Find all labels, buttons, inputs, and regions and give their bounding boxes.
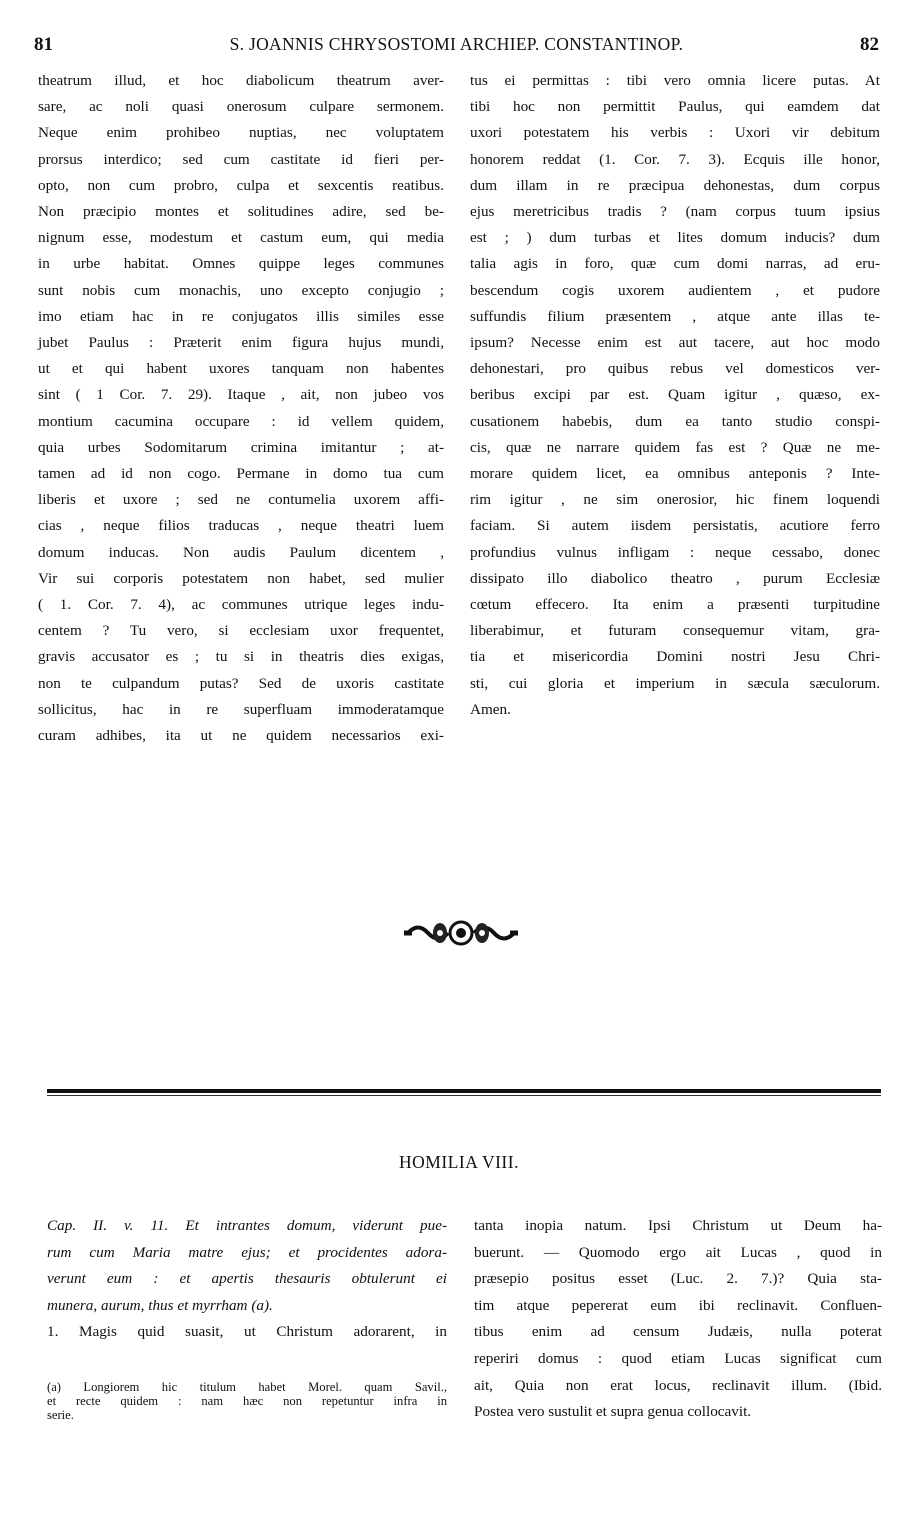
footnote-line: (a) Longiorem hic titulum habet Morel. quam Savil., [47,1380,447,1394]
section-divider [47,1089,881,1093]
right-column-line: faciam. Si autem iisdem persistatis, acutiore ferro [470,517,880,535]
bottom-right-line: buerunt. — Quomodo ergo ait Lucas , quod in [474,1243,882,1261]
right-column-line: profundius vulnus infligam : neque cessabo, donec [470,543,880,561]
bottom-right-line: tibus enim ad censum Judæis, nulla poterat [474,1323,882,1341]
left-column-line: curam adhibes, ita ut ne quidem necessarios exi- [38,727,444,744]
bottom-right-line: tim atque pepererat eum ibi reclinavit. Confluen- [474,1296,882,1314]
left-column-line: liberis et uxore ; sed ne contumelia uxorem affi- [38,491,444,509]
bottom-right-line: tanta inopia natum. Ipsi Christum ut Deum ha- [474,1217,882,1234]
right-column-line: est ; ) dum turbas et lites domum inducis? dum [470,229,880,247]
left-column-line: sollicitus, hac in re superfluam immoderatamque [38,700,444,718]
right-column-line: cusationem habebis, dum ea tanto studio conspi- [470,412,880,430]
ornament-icon [404,918,518,948]
footnote-line: et recte quidem : nam hæc non repetuntur infra in [47,1394,447,1408]
right-column-line: ipsum? Necesse enim est aut tacere, aut hoc modo [470,334,880,351]
right-column-line: honorem reddat (1. Cor. 7. 3). Ecquis ille honor, [470,150,880,168]
left-column-line: nignum esse, modestum et castum eum, qui media [38,229,444,247]
section-divider-thin [47,1095,881,1096]
right-column-line: tus ei permittas : tibi vero omnia licere putas. At [470,72,880,89]
left-column-line: theatrum illud, et hoc diabolicum theatrum aver- [38,72,444,89]
right-column-line: tibi hoc non permittit Paulus, qui eamdem dat [470,98,880,116]
right-column-line: liberabimur, et futuram consequemur vitam, gra- [470,622,880,640]
bottom-left-line: Cap. II. v. 11. Et intrantes domum, viderunt pue- [47,1217,447,1234]
right-column-line: dissipato illo diabolico theatro , purum Ecclesiæ [470,569,880,587]
running-header [34,34,879,60]
right-column-line: cis, quæ ne narrare quidem fas est ? Quæ ne me- [470,438,880,456]
left-column-line: domum inducas. Non audis Paulum dicentem , [38,543,444,561]
left-column-line: gravis accusator es ; tu si in theatris dies exigas, [38,648,444,666]
left-column-line: sint ( 1 Cor. 7. 29). Itaque , ait, non jubeo vos [38,386,444,404]
bottom-left-line: munera, aurum, thus et myrrham (a). [47,1296,273,1314]
right-column-line: dum illam in re præcipua dehonestas, dum corpus [470,176,880,194]
page-number-right: 82 [860,34,879,55]
right-column-line: dehonestari, pro quibus rebus vel domesticos ver- [470,360,880,378]
right-column-line: sti, cui gloria et imperium in sæcula sæculorum. [470,674,880,692]
left-column-line: quia urbes Sodomitarum crimina imitantur ; at- [38,438,444,456]
left-column-line: tamen ad id non cogo. Permane in domo tua cum [38,465,444,482]
right-column-line: cœtum effecero. Ita enim a præsenti turpitudine [470,596,880,613]
left-column-line: Neque enim prohibeo nuptias, nec voluptatem [38,124,444,142]
right-column-line: bescendum cogis uxorem audientem , et pudore [470,281,880,299]
right-column-line: suffundis filium præsentem , atque ante illas te- [470,307,880,325]
left-column-line: in urbe habitat. Omnes quippe leges communes [38,255,444,273]
footnote-line: serie. [47,1408,74,1422]
right-column-line: morare quidem licet, ea omnibus anteponis ? Inte- [470,465,880,482]
bottom-right-line: Postea vero sustulit et supra genua collocavit. [474,1403,752,1421]
bottom-right-line: ait, Quia non erat locus, reclinavit illum. (Ibid. [474,1376,882,1394]
left-column-line: ( 1. Cor. 7. 4), ac communes utrique leges indu- [38,596,444,613]
left-column-line: sare, ac noli quasi onerosum culpare sermonem. [38,98,444,116]
left-column-line: centem ? Tu vero, si ecclesiam uxor frequentet, [38,622,444,640]
bottom-left-line: verunt eum : et apertis thesauris obtulerunt ei [47,1270,447,1287]
left-column-line: montium cacumina occupare : id vellem quidem, [38,412,444,430]
right-column-line: tia et misericordia Domini nostri Jesu Chri- [470,648,880,666]
bottom-left-line: 1. Magis quid suasit, ut Christum adorarent, in [47,1323,447,1340]
left-column-line: sunt nobis cum monachis, uno excepto conjugio ; [38,281,444,299]
bottom-right-line: præsepio positus esset (Luc. 2. 7.)? Quia sta- [474,1270,882,1288]
page-number-left: 81 [34,34,53,55]
left-column-line: cias , neque filios traducas , neque theatri luem [38,517,444,535]
bottom-right-line: reperiri domus : quod etiam Lucas significat cum [474,1350,882,1367]
running-title: S. JOANNIS CHRYSOSTOMI ARCHIEP. CONSTANTINOP. [229,34,684,54]
right-column-line: ejus meretricibus tradis ? (nam corpus tuum ipsius [470,203,880,220]
left-column-line: jubet Paulus : Præterit enim figura hujus mundi, [38,334,444,351]
left-column-line: Vir sui corporis potestatem non habet, sed mulier [38,569,444,587]
left-column-line: prorsus interdico; sed cum castitate id fieri per- [38,150,444,168]
right-column-line: Amen. [470,700,511,718]
left-column-line: opto, non cum probro, culpa et sexcentis reatibus. [38,176,444,194]
left-column-line: imo etiam hac in re conjugatos illis similes esse [38,307,444,325]
left-column-line: Non præcipio montes et solitudines adire, sed be- [38,203,444,220]
right-column-line: uxori potestatem his verbis : Uxori vir debitum [470,124,880,142]
left-column-line: non te culpandum putas? Sed de uxoris castitate [38,674,444,692]
bottom-left-line: rum cum Maria matre ejus; et procidentes adora- [47,1243,447,1261]
right-column-line: talia agis in foro, quæ cum domi narras, ad eru- [470,255,880,273]
left-column-line: ut et qui habent uxores tanquam non habentes [38,360,444,378]
homily-title: HOMILIA VIII. [399,1152,519,1172]
right-column-line: rim igitur , ne sim onerosior, hic finem loquendi [470,491,880,509]
right-column-line: beribus excipi par est. Quam igitur , quæso, ex- [470,386,880,404]
